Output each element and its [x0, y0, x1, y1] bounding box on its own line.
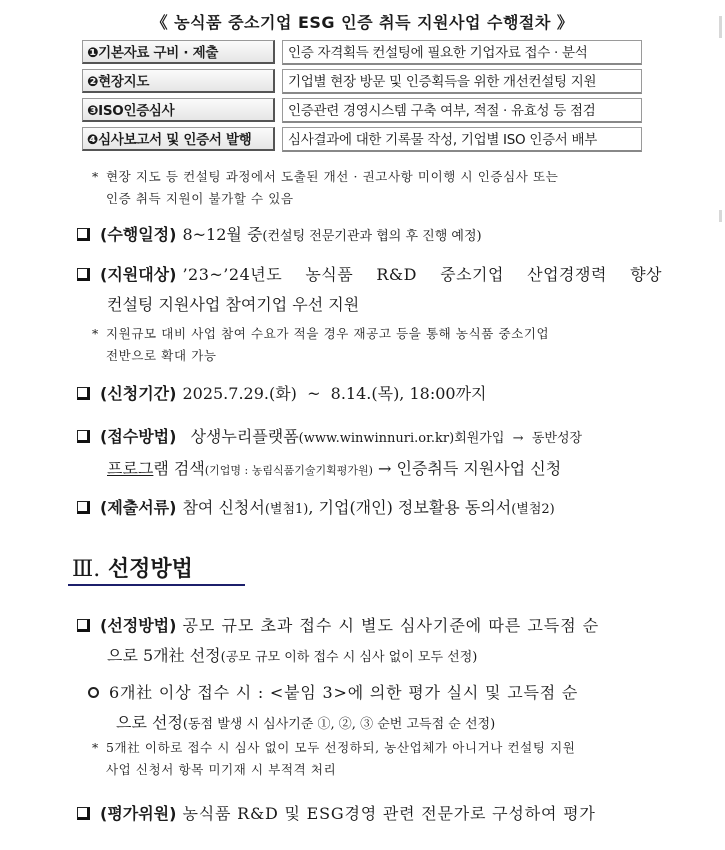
procedure-step: ❸ISO인증심사 [82, 98, 275, 122]
procedure-note [92, 166, 662, 210]
note-text: 인증 취득 지원이 불가할 수 있음 [106, 191, 294, 206]
item-text: → 인증취득 지원사업 신청 [372, 459, 562, 478]
item-text: 6개社 이상 접수 시 : <붙임 3>에 의한 평가 실시 및 고득점 순 [109, 683, 579, 702]
schedule-item [77, 220, 482, 252]
section-number: Ⅲ. [72, 557, 101, 582]
procedure-desc: 인증관련 경영시스템 구축 여부, 적절 · 유효성 등 점검 [282, 98, 642, 123]
procedure-step: ❹심사보고서 및 인증서 발행 [82, 127, 275, 151]
target-note [92, 323, 662, 367]
platform-url: (www.winwinnuri.or.kr) [298, 431, 455, 446]
checkbox-bullet-icon [77, 268, 90, 281]
item-subtext: (동점 발생 시 심사기준 ①, ②, ③ 순번 고득점 순 선정) [182, 717, 496, 732]
section-heading-underline [68, 584, 245, 586]
item-subtext: (공모 규모 이하 접수 시 심사 없이 모두 선정) [220, 650, 478, 665]
checkbox-bullet-icon [77, 387, 90, 400]
item-text: 으로 5개社 선정 [107, 646, 221, 665]
item-text-underlined: 프로그 [107, 459, 154, 478]
item-text: 참여 신청서 [182, 498, 265, 517]
item-label: (신청기간) [100, 384, 177, 403]
item-text: ’23~’24년도 농식품 R&D 중소기업 산업경쟁력 향상 [182, 265, 662, 284]
item-text: 2025.7.29.(화) ~ 8.14.(목), 18:00까지 [182, 384, 487, 403]
section-heading [72, 552, 193, 583]
page-edge-mark [719, 16, 722, 38]
selection-item [77, 611, 662, 673]
checkbox-bullet-icon [77, 807, 90, 820]
item-subtext: (별첨1) [264, 502, 309, 517]
procedure-desc: 심사결과에 대한 기록물 작성, 기업별 ISO 인증서 배부 [282, 127, 642, 152]
item-label: (지원대상) [100, 265, 177, 284]
item-label: (수행일정) [100, 225, 177, 244]
selection-note [92, 737, 662, 781]
circle-bullet-icon [88, 687, 99, 698]
procedure-step: ❷현장지도 [82, 69, 275, 93]
item-text: 회원가입 → 동반성장 [454, 431, 583, 446]
item-label: (제출서류) [100, 498, 177, 517]
page-edge-mark [719, 210, 722, 222]
item-label: (선정방법) [100, 616, 177, 635]
note-text: 현장 지도 등 컨설팅 과정에서 도출된 개선 · 권고사항 미이행 시 인증심사 또는 [106, 169, 559, 184]
documents-item [77, 493, 555, 525]
item-label: (접수방법) [100, 427, 177, 446]
method-item [77, 422, 662, 486]
item-text: , 기업(개인) 정보활용 동의서 [308, 498, 512, 517]
checkbox-bullet-icon [77, 619, 90, 632]
note-text: 사업 신청서 항목 미기재 시 부적격 처리 [106, 762, 337, 777]
target-item [77, 260, 662, 320]
procedure-desc: 기업별 현장 방문 및 인증획득을 위한 개선컨설팅 지원 [282, 69, 642, 94]
item-text: 램 검색 [153, 459, 205, 478]
item-subtext: (별첨2) [511, 502, 555, 517]
note-asterisk: * [92, 169, 99, 184]
checkbox-bullet-icon [77, 228, 90, 241]
checkbox-bullet-icon [77, 430, 90, 443]
note-text: 전반으로 확대 가능 [106, 348, 217, 363]
item-label: (평가위원) [100, 804, 177, 823]
item-text: 으로 선정 [116, 713, 183, 732]
item-subtext: (컨설팅 전문기관과 협의 후 진행 예정) [262, 229, 482, 244]
item-text: 8~12월 중 [182, 225, 263, 244]
evaluators-item [77, 799, 596, 829]
note-text: 지원규모 대비 사업 참여 수요가 적을 경우 재공고 등을 통해 농식품 중소기업 [106, 326, 550, 341]
section-title: 선정방법 [107, 557, 193, 582]
item-text: 상생누리플랫폼 [190, 427, 299, 446]
note-asterisk: * [92, 740, 99, 755]
note-asterisk: * [92, 326, 99, 341]
procedure-title: 《 농식품 중소기업 ESG 인증 취득 지원사업 수행절차 》 [151, 13, 574, 32]
item-text: 컨설팅 지원사업 참여기업 우선 지원 [107, 295, 360, 314]
item-subtext: (기업명 : 농림식품기술기획평가원) [204, 464, 373, 477]
note-text: 5개社 이하로 접수 시 심사 없이 모두 선정하되, 농산업체가 아니거나 컨설팅 지원 [106, 740, 576, 755]
item-text: 농식품 R&D 및 ESG경영 관련 전문가로 구성하여 평가 [182, 804, 596, 823]
selection-sub-item [88, 678, 663, 740]
procedure-desc: 인증 자격획득 컨설팅에 필요한 기업자료 접수 · 분석 [282, 40, 642, 65]
procedure-step: ❶기본자료 구비 · 제출 [82, 40, 275, 64]
period-item [77, 379, 487, 409]
item-text: 공모 규모 초과 접수 시 별도 심사기준에 따른 고득점 순 [182, 616, 600, 635]
checkbox-bullet-icon [77, 501, 90, 514]
